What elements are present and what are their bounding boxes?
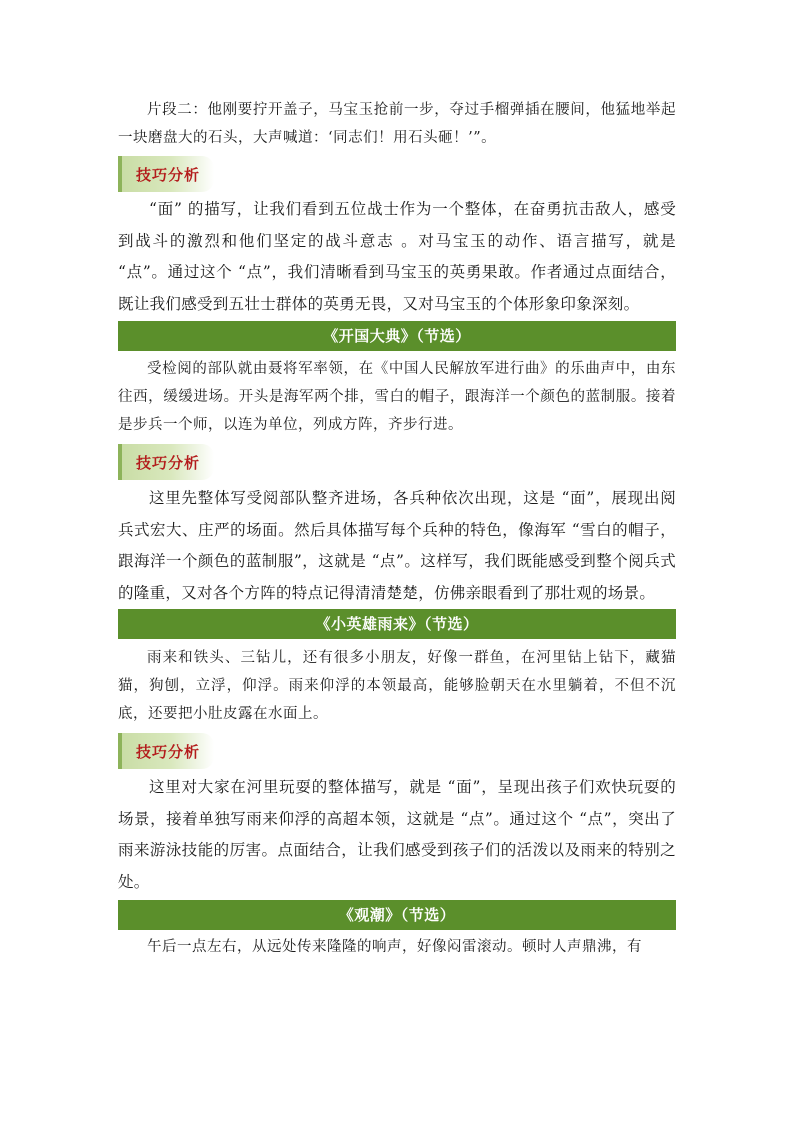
- technique-analysis-badge: [118, 444, 214, 480]
- section-title-bar: 《小英雄雨来》（节选）: [118, 609, 676, 639]
- badge-label: 技巧分析: [136, 454, 201, 472]
- analysis-paragraph: “面” 的描写，让我们看到五位战士作为一个整体，在奋勇抗击敌人，感受到战斗的激烈和他们坚定的战斗意志 。对马宝玉的动作、语言描写，就是 “点”。通过这个 “点”，我们清晰看到马宝玉的英勇果敢。作者通过点面结合，既让我们感受到五壮士群体的英勇无畏，又对马宝玉的个体形象印象深刻。: [118, 200, 676, 313]
- badge-accent-bar: [118, 156, 122, 192]
- badge-label: 技巧分析: [136, 166, 201, 184]
- badge-accent-bar: [118, 733, 122, 769]
- badge-label: 技巧分析: [136, 743, 201, 761]
- page-content: [118, 0, 676, 961]
- excerpt-paragraph: 受检阅的部队就由聂将军率领，在《中国人民解放军进行曲》的乐曲声中，由东往西，缓缓进场。开头是海军两个排，雪白的帽子，跟海洋一个颜色的蓝制服。接着是步兵一个师，以连为单位，列成方阵，齐步行进。: [118, 361, 676, 433]
- excerpt-paragraph: 午后一点左右，从远处传来隆隆的响声，好像闷雷滚动。顿时人声鼎沸，有: [147, 939, 642, 955]
- technique-analysis-badge: [118, 156, 214, 192]
- analysis-paragraph: 这里对大家在河里玩耍的整体描写，就是 “面”，呈现出孩子们欢快玩耍的场景，接着单独写雨来仰浮的高超本领，这就是 “点”。通过这个 “点”，突出了雨来游泳技能的厉害。点面结合，让我们感受到孩子们的活泼以及雨来的特别之处。: [118, 778, 676, 891]
- section-title-bar: 《开国大典》（节选）: [118, 321, 676, 351]
- excerpt-paragraph: 雨来和铁头、三钻儿，还有很多小朋友，好像一群鱼，在河里钻上钻下，藏猫猫，狗刨，立浮，仰浮。雨来仰浮的本领最高，能够脸朝天在水里躺着，不但不沉底，还要把小肚皮露在水面上。: [118, 650, 676, 722]
- badge-accent-bar: [118, 444, 122, 480]
- fragment-two-text: 片段二：他刚要拧开盖子，马宝玉抢前一步，夺过手榴弹插在腰间，他猛地举起一块磨盘大的石头，大声喊道：‘同志们！用石头砸！’”。: [118, 102, 676, 146]
- technique-analysis-badge: [118, 733, 214, 769]
- section-title-bar: 《观潮》（节选）: [118, 900, 676, 930]
- analysis-paragraph: 这里先整体写受阅部队整齐进场，各兵种依次出现，这是 “面”，展现出阅兵式宏大、庄严的场面。然后具体描写每个兵种的特色，像海军 “雪白的帽子，跟海洋一个颜色的蓝制服”，这就是 “点”。这样写，我们既能感受到整个阅兵式的隆重，又对各个方阵的特点记得清清楚楚，仿佛亲眼看到了那壮观的场景。: [118, 489, 676, 602]
